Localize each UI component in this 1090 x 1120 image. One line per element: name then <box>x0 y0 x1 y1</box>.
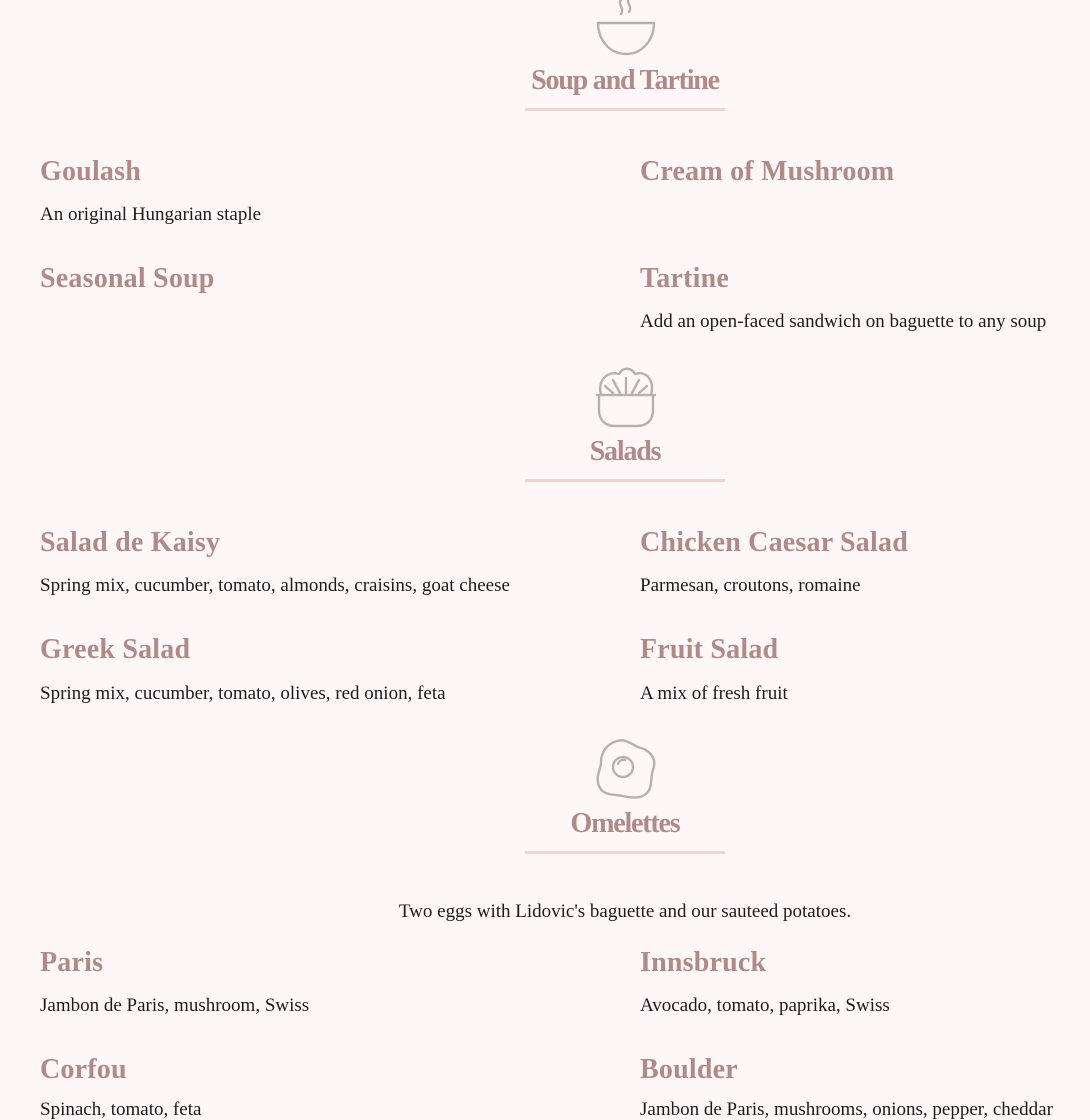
menu-item-name: Greek Salad <box>40 634 191 665</box>
section-title: Omelettes <box>570 808 680 839</box>
section-intro: Two eggs with Lidovic's baguette and our sauteed potatoes. <box>398 901 852 922</box>
menu-item-name: Boulder <box>640 1054 738 1085</box>
fried-egg-icon <box>595 738 657 800</box>
menu-item-description: Spinach, tomato, feta <box>40 1099 202 1120</box>
menu-item-name: Corfou <box>40 1054 127 1085</box>
section-divider <box>525 851 725 854</box>
menu-item-name: Paris <box>40 947 104 978</box>
menu-item-description: Add an open-faced sandwich on baguette to any soup <box>640 311 1047 332</box>
menu-item-name: Tartine <box>640 263 730 294</box>
menu-item-name: Cream of Mushroom <box>640 156 895 187</box>
menu-item-description: A mix of fresh fruit <box>640 683 788 704</box>
menu-item-description: Jambon de Paris, mushroom, Swiss <box>40 995 310 1016</box>
menu-item-name: Salad de Kaisy <box>40 527 221 558</box>
menu-item-name: Goulash <box>40 156 141 187</box>
salad-bowl-icon <box>595 366 657 428</box>
menu-item-description: Spring mix, cucumber, tomato, almonds, craisins, goat cheese <box>40 575 510 596</box>
section-title: Salads <box>589 436 661 467</box>
menu-item-name: Fruit Salad <box>640 634 779 665</box>
section-divider <box>525 479 725 482</box>
section-divider <box>525 108 725 111</box>
menu-item-description: An original Hungarian staple <box>40 204 262 225</box>
menu-item-description: Spring mix, cucumber, tomato, olives, red onion, feta <box>40 683 446 704</box>
menu-item-name: Innsbruck <box>640 947 767 978</box>
menu-item-description: Avocado, tomato, paprika, Swiss <box>640 995 890 1016</box>
menu-item-name: Chicken Caesar Salad <box>640 527 908 558</box>
menu-item-description: Jambon de Paris, mushrooms, onions, pepper, cheddar <box>640 1099 1053 1120</box>
section-title: Soup and Tartine <box>531 65 719 96</box>
menu-item-description: Parmesan, croutons, romaine <box>640 575 861 596</box>
soup-bowl-icon <box>595 0 657 56</box>
menu-item-name: Seasonal Soup <box>40 263 215 294</box>
